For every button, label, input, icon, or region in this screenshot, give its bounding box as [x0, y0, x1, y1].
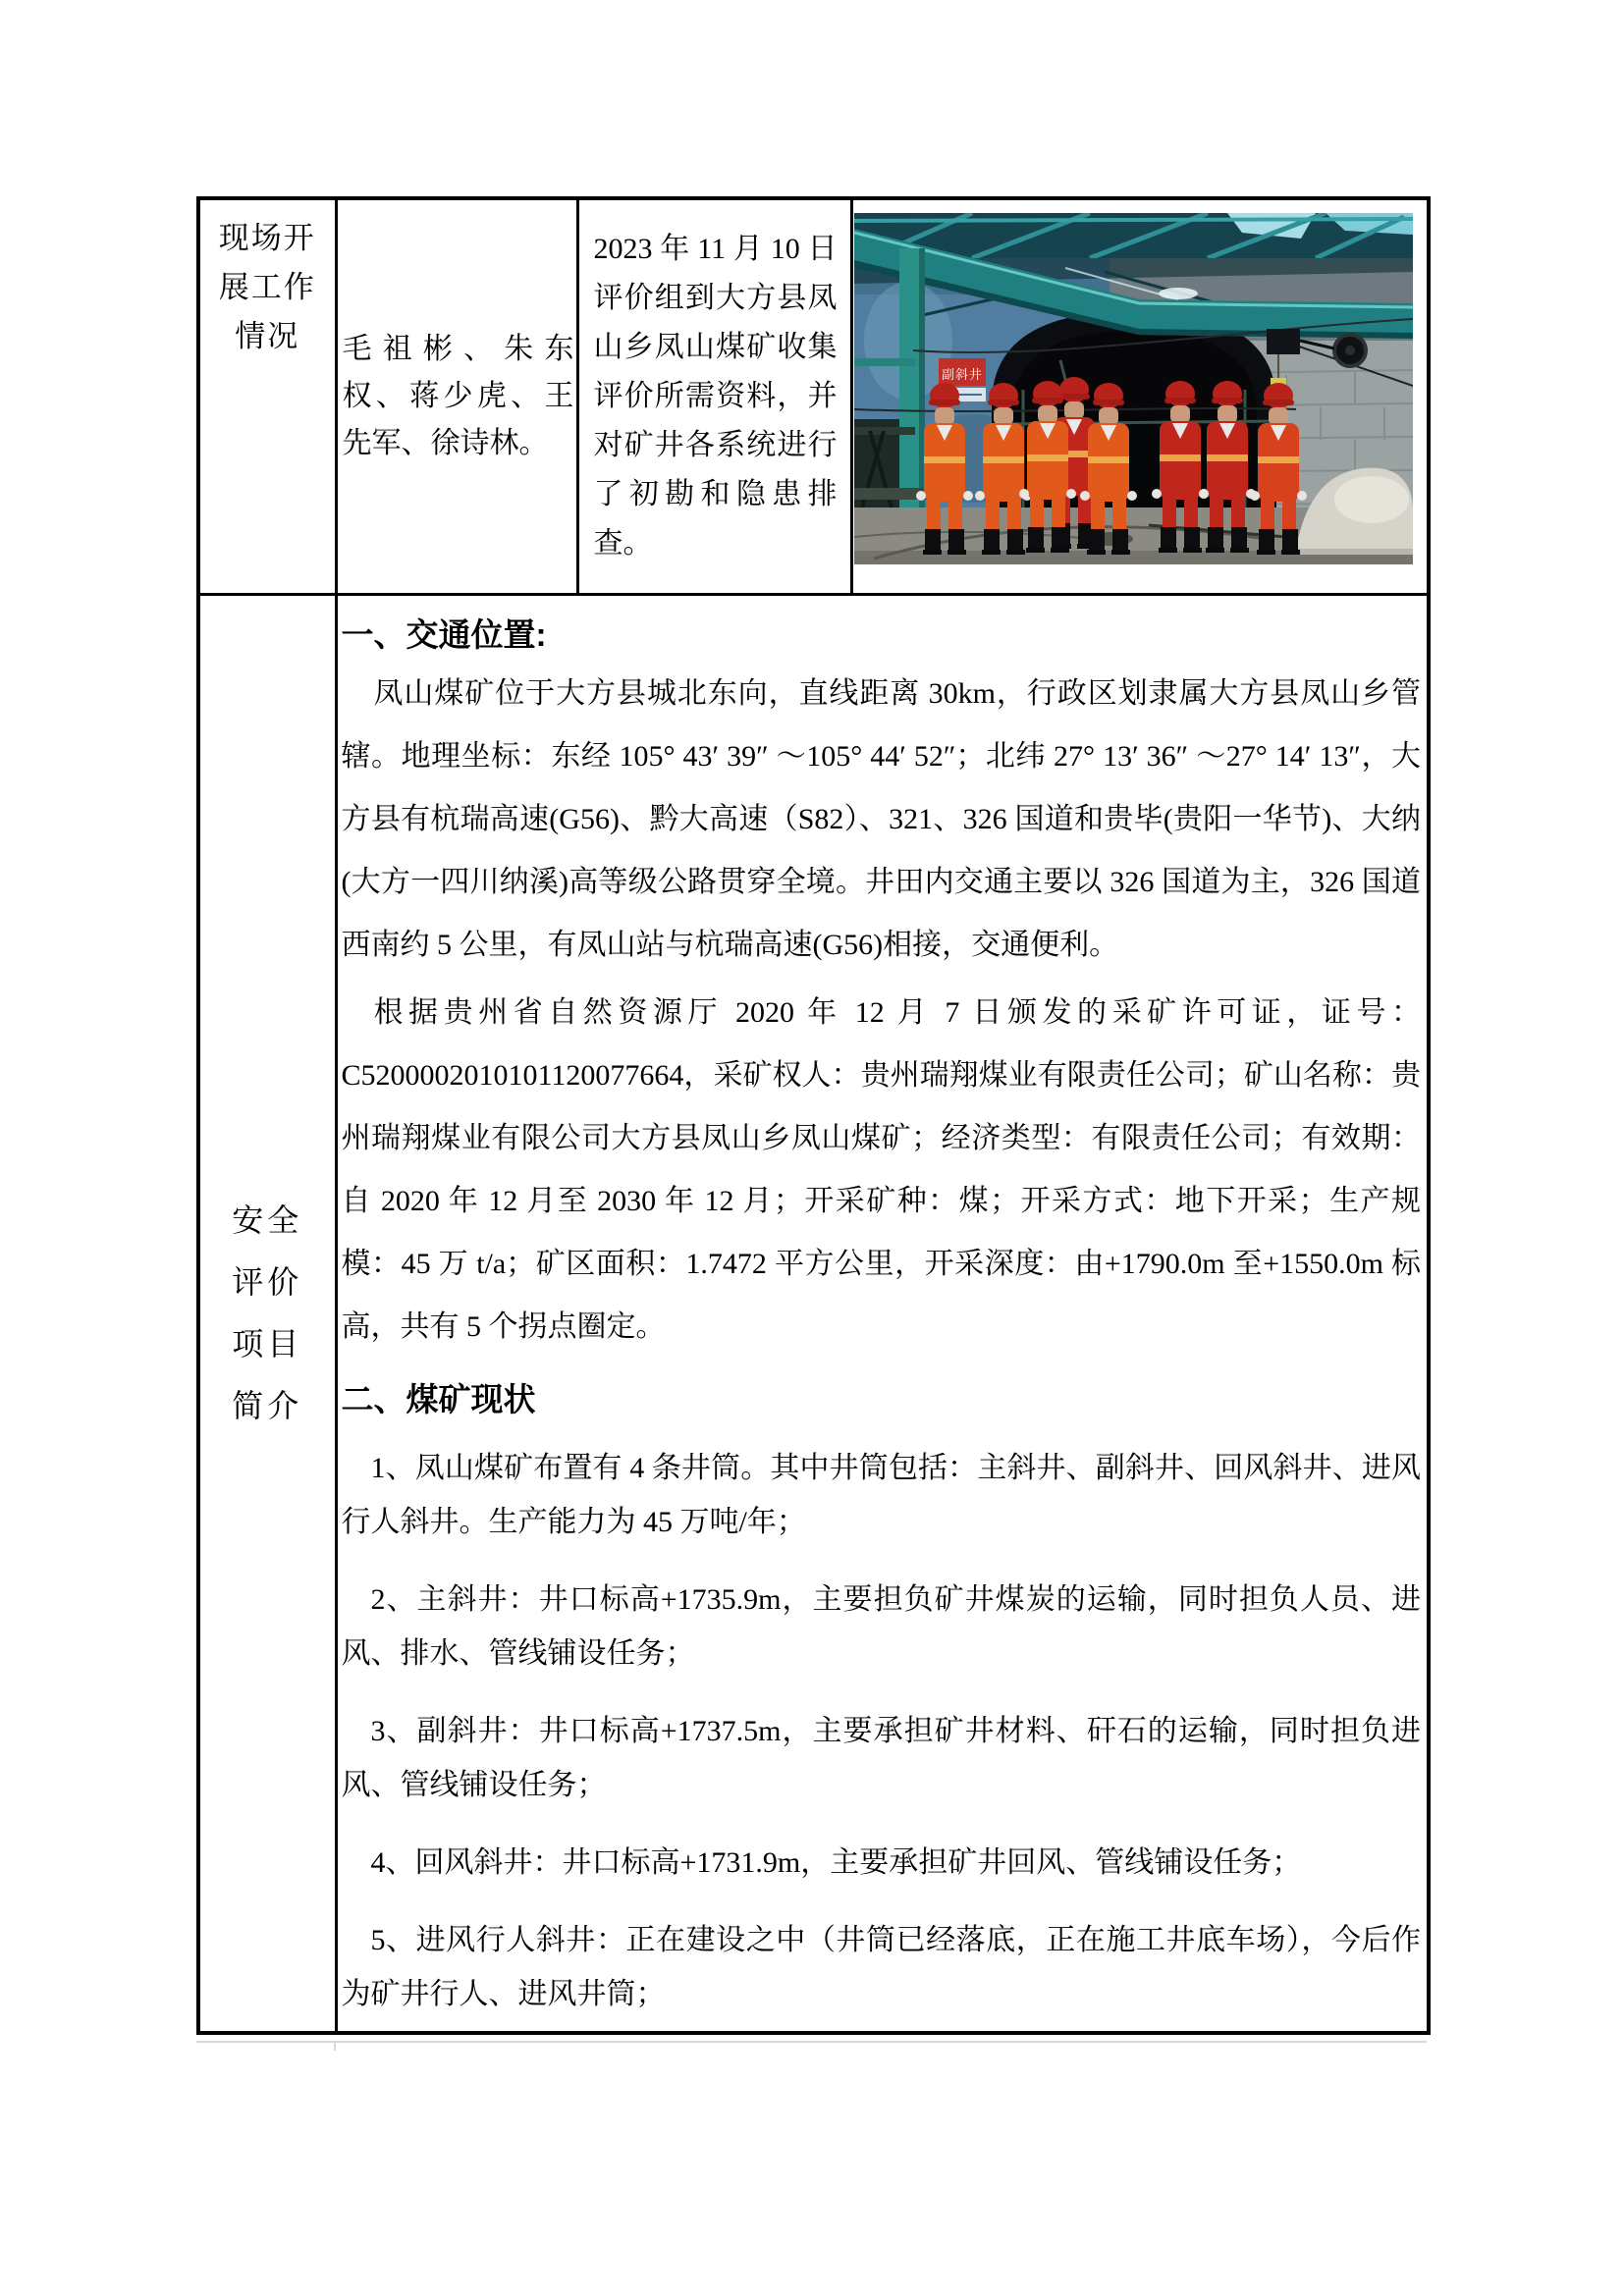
next-page-table-hint-line — [196, 2041, 1427, 2043]
status-item-2: 2、主斜井：井口标高+1735.9m，主要担负矿井煤炭的运输，同时担负人员、进风、排水、管线铺设任务； — [341, 1583, 1421, 1670]
cell-site-note — [577, 198, 851, 595]
cell-site-work-header — [198, 198, 336, 595]
mine-entrance-photo — [854, 213, 1413, 564]
status-item-1: 1、凤山煤矿布置有 4 条井筒。其中井筒包括：主斜井、副斜井、回风斜井、进风行人斜井。生产能力为 45 万吨/年； — [341, 1452, 1421, 1538]
project-intro-content — [338, 596, 1428, 2021]
cell-site-photo — [851, 198, 1429, 595]
cell-project-intro-header — [198, 595, 336, 2034]
status-item-4: 4、回风斜井：井口标高+1731.9m，主要承担矿井回风、管线铺设任务； — [370, 1846, 1302, 1879]
row-project-intro — [198, 595, 1429, 2034]
portal-sign-text: 副斜井 — [941, 367, 983, 382]
site-work-header-label: 现场开展工作情况 — [218, 221, 316, 353]
traffic-paragraph-2: 根据贵州省自然资源厅 2020 年 12 月 7 日颁发的采矿许可证，证号：C5200002010101120077664，采矿权人：贵州瑞翔煤业有限责任公司；矿山名称：贵州瑞翔煤业有限公司大方县凤山乡凤山煤矿；经济类型：有限责任公司；有效期：自 2020 年 12 月至 2030 年 12 月；开采矿种：煤；开采方式：地下开采；生产规模：45 万 t/a；矿区面积：1.7472 平方公里，开采深度：由+1790.0m 至+1550.0m 标高，共有 5 个拐点圈定。 — [341, 996, 1421, 1343]
site-photo — [854, 213, 1413, 564]
status-item-5: 5、进风行人斜井：正在建设之中（井筒已经落底，正在施工井底车场），今后作为矿井行人、进风井筒； — [341, 1924, 1421, 2010]
project-intro-header-label: 安全评价项目简介 — [232, 1202, 303, 1423]
section-status-title: 二、煤矿现状 — [341, 1381, 536, 1417]
traffic-paragraph-1: 凤山煤矿位于大方县城北东向，直线距离 30km，行政区划隶属大方县凤山乡管辖。地理坐标：东经 105° 43′ 39″ ～105° 44′ 52″；北纬 27° 13′ 36″ ～27° 14′ 13″，大方县有杭瑞高速(G56)、黔大高速（S82）、321、326 国道和贵毕(贵阳一华节)、大纳(大方一四川纳溪)高等级公路贯穿全境。井田内交通主要以 326 国道为主，326 国道西南约 5 公里，有凤山站与杭瑞高速(G56)相接，交通便利。 — [341, 677, 1421, 961]
team-members-text: 毛祖彬、朱东权、蒋少虎、王先军、徐诗林。 — [342, 333, 574, 459]
site-note-text: 2023 年 11 月 10 日评价组到大方县凤山乡凤山煤矿收集评价所需资料，并对矿井各系统进行了初勘和隐患排查。 — [593, 233, 838, 560]
section-traffic-title: 一、交通位置: — [341, 616, 547, 653]
status-item-3: 3、副斜井：井口标高+1737.5m，主要承担矿井材料、矸石的运输，同时担负进风、管线铺设任务； — [341, 1715, 1421, 1801]
cell-team-members — [336, 198, 577, 595]
info-table — [196, 196, 1431, 2035]
cell-project-intro-content — [336, 595, 1429, 2034]
next-page-table-hint-stub — [334, 2041, 336, 2051]
row-site-work — [198, 198, 1429, 595]
